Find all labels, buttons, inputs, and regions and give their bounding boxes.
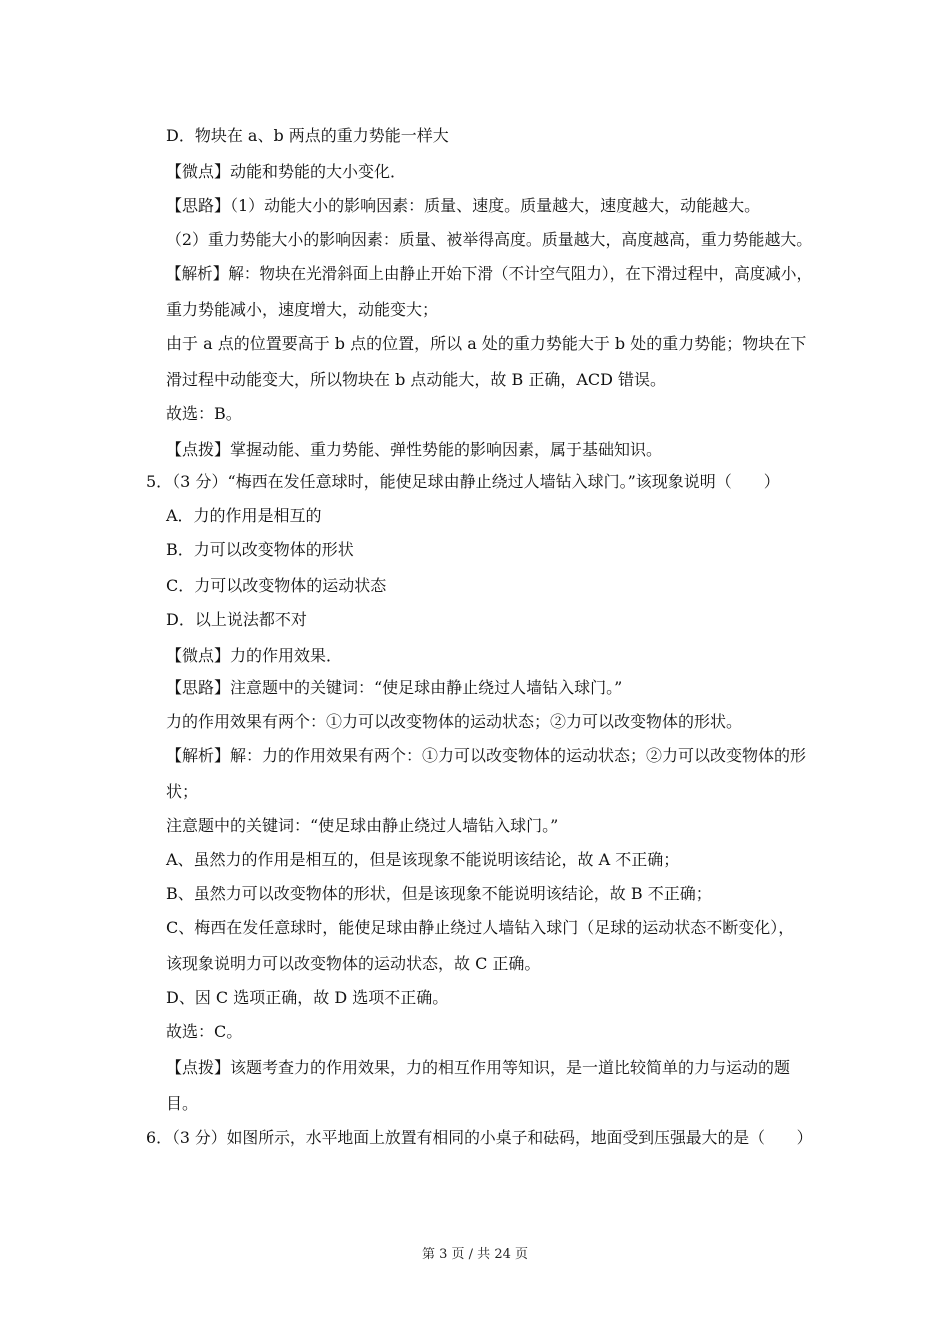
analysis-q5-2: 状； <box>166 782 199 801</box>
question-6: 6．（3 分）如图所示，水平地面上放置有相同的小桌子和砝码，地面受到压强最大的是（ ） <box>146 1128 813 1147</box>
analysis-q5-7: 该现象说明力可以改变物体的运动状态，故 C 正确。 <box>166 954 541 973</box>
thinking-q5-1: 【思路】注意题中的关键词：“使足球由静止绕过人墙钻入球门。” <box>166 678 623 697</box>
tip-q5-2: 目。 <box>166 1094 199 1113</box>
analysis-q5-3: 注意题中的关键词：“使足球由静止绕过人墙钻入球门。” <box>166 816 559 835</box>
tip-q4: 【点拨】掌握动能、重力势能、弹性势能的影响因素，属于基础知识。 <box>166 440 663 459</box>
answer-q5: 故选：C。 <box>166 1022 243 1041</box>
analysis-q5-4: A、虽然力的作用是相互的，但是该现象不能说明该结论，故 A 不正确； <box>166 850 680 869</box>
tip-q5-1: 【点拨】该题考查力的作用效果，力的相互作用等知识，是一道比较简单的力与运动的题 <box>166 1058 791 1077</box>
option-b-q5: B．力可以改变物体的形状 <box>166 540 354 559</box>
analysis-q4-2: 重力势能减小，速度增大，动能变大； <box>166 300 439 319</box>
analysis-q4-3: 由于 a 点的位置要高于 b 点的位置，所以 a 处的重力势能大于 b 处的重力势能；物块在下 <box>166 334 807 353</box>
option-c-q5: C．力可以改变物体的运动状态 <box>166 576 387 595</box>
option-d-q5: D．以上说法都不对 <box>166 610 307 629</box>
thinking-q4-2: （2）重力势能大小的影响因素：质量、被举得高度。质量越大，高度越高，重力势能越大。 <box>166 230 813 249</box>
analysis-q5-1: 【解析】解：力的作用效果有两个：①力可以改变物体的运动状态；②力可以改变物体的形 <box>166 746 807 765</box>
page-footer: 第 3 页 / 共 24 页 <box>422 1247 528 1262</box>
analysis-q5-5: B、虽然力可以改变物体的形状，但是该现象不能说明该结论，故 B 不正确； <box>166 884 712 903</box>
analysis-q5-8: D、因 C 选项正确，故 D 选项不正确。 <box>166 988 449 1007</box>
analysis-q4-4: 滑过程中动能变大，所以物块在 b 点动能大，故 B 正确，ACD 错误。 <box>166 370 667 389</box>
option-d-q4: D．物块在 a、b 两点的重力势能一样大 <box>166 126 449 145</box>
option-a-q5: A．力的作用是相互的 <box>166 506 322 525</box>
analysis-q5-6: C、梅西在发任意球时，能使足球由静止绕过人墙钻入球门（足球的运动状态不断变化）， <box>166 918 795 937</box>
thinking-q5-2: 力的作用效果有两个：①力可以改变物体的运动状态；②力可以改变物体的形状。 <box>166 712 743 731</box>
thinking-q4-1: 【思路】（1）动能大小的影响因素：质量、速度。质量越大，速度越大，动能越大。 <box>166 196 761 215</box>
analysis-q4-1: 【解析】解：物块在光滑斜面上由静止开始下滑（不计空气阻力），在下滑过程中，高度减小， <box>166 264 813 283</box>
answer-q4: 故选：B。 <box>166 404 242 423</box>
micro-point-q5: 【微点】力的作用效果． <box>166 646 343 665</box>
micro-point-q4: 【微点】动能和势能的大小变化． <box>166 162 407 181</box>
question-5: 5．（3 分）“梅西在发任意球时，能使足球由静止绕过人墙钻入球门。”该现象说明（ ） <box>146 472 780 491</box>
